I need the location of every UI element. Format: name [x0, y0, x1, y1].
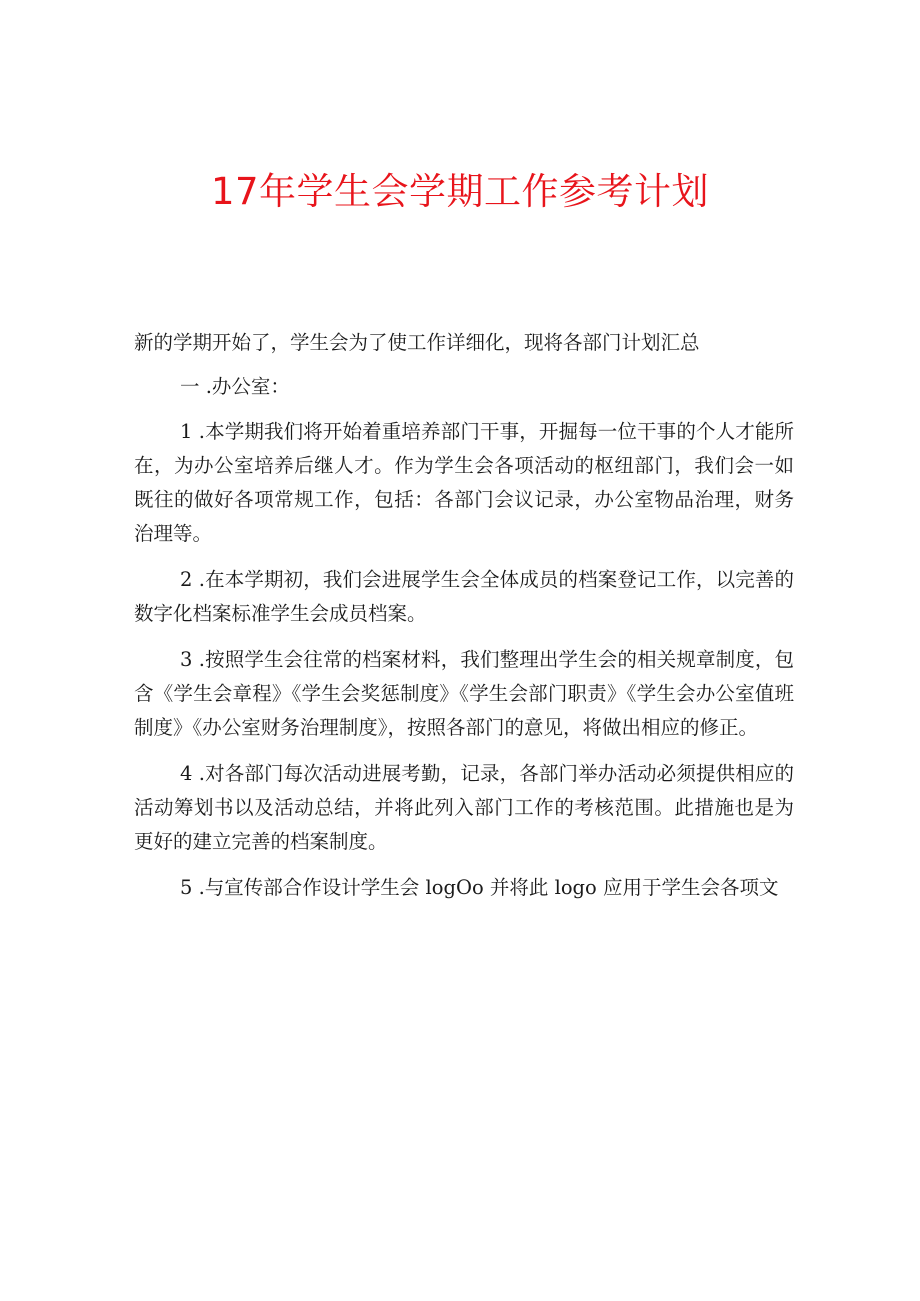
list-item: 5 .与宣传部合作设计学生会 logOo 并将此 logo 应用于学生会各项文: [180, 876, 779, 899]
list-item: 3 .按照学生会往常的档案材料，我们整理出学生会的相关规章制度，包含《学生会章程》《学生会奖惩制度》《学生会部门职责》《学生会办公室值班制度》《办公室财务治理制度》，按照各部门的意见，将做出相应的修正。: [134, 648, 794, 739]
document-body: [134, 326, 794, 917]
list-item: 2 .在本学期初，我们会进展学生会全体成员的档案登记工作，以完善的数字化档案标准学生会成员档案。: [134, 568, 794, 625]
intro-paragraph: 新的学期开始了，学生会为了使工作详细化，现将各部门计划汇总: [134, 331, 700, 354]
list-item: 4 .对各部门每次活动进展考勤，记录，各部门举办活动必须提供相应的活动筹划书以及活动总结，并将此列入部门工作的考核范围。此措施也是为更好的建立完善的档案制度。: [134, 762, 794, 853]
document-title: 17年学生会学期工作参考计划: [210, 170, 710, 213]
section-heading: 一 .办公室：: [180, 375, 290, 398]
list-item: 1 .本学期我们将开始着重培养部门干事，开掘每一位干事的个人才能所在，为办公室培养后继人才。作为学生会各项活动的枢纽部门，我们会一如既往的做好各项常规工作，包括：各部门会议记录，办公室物品治理，财务治理等。: [134, 420, 794, 545]
